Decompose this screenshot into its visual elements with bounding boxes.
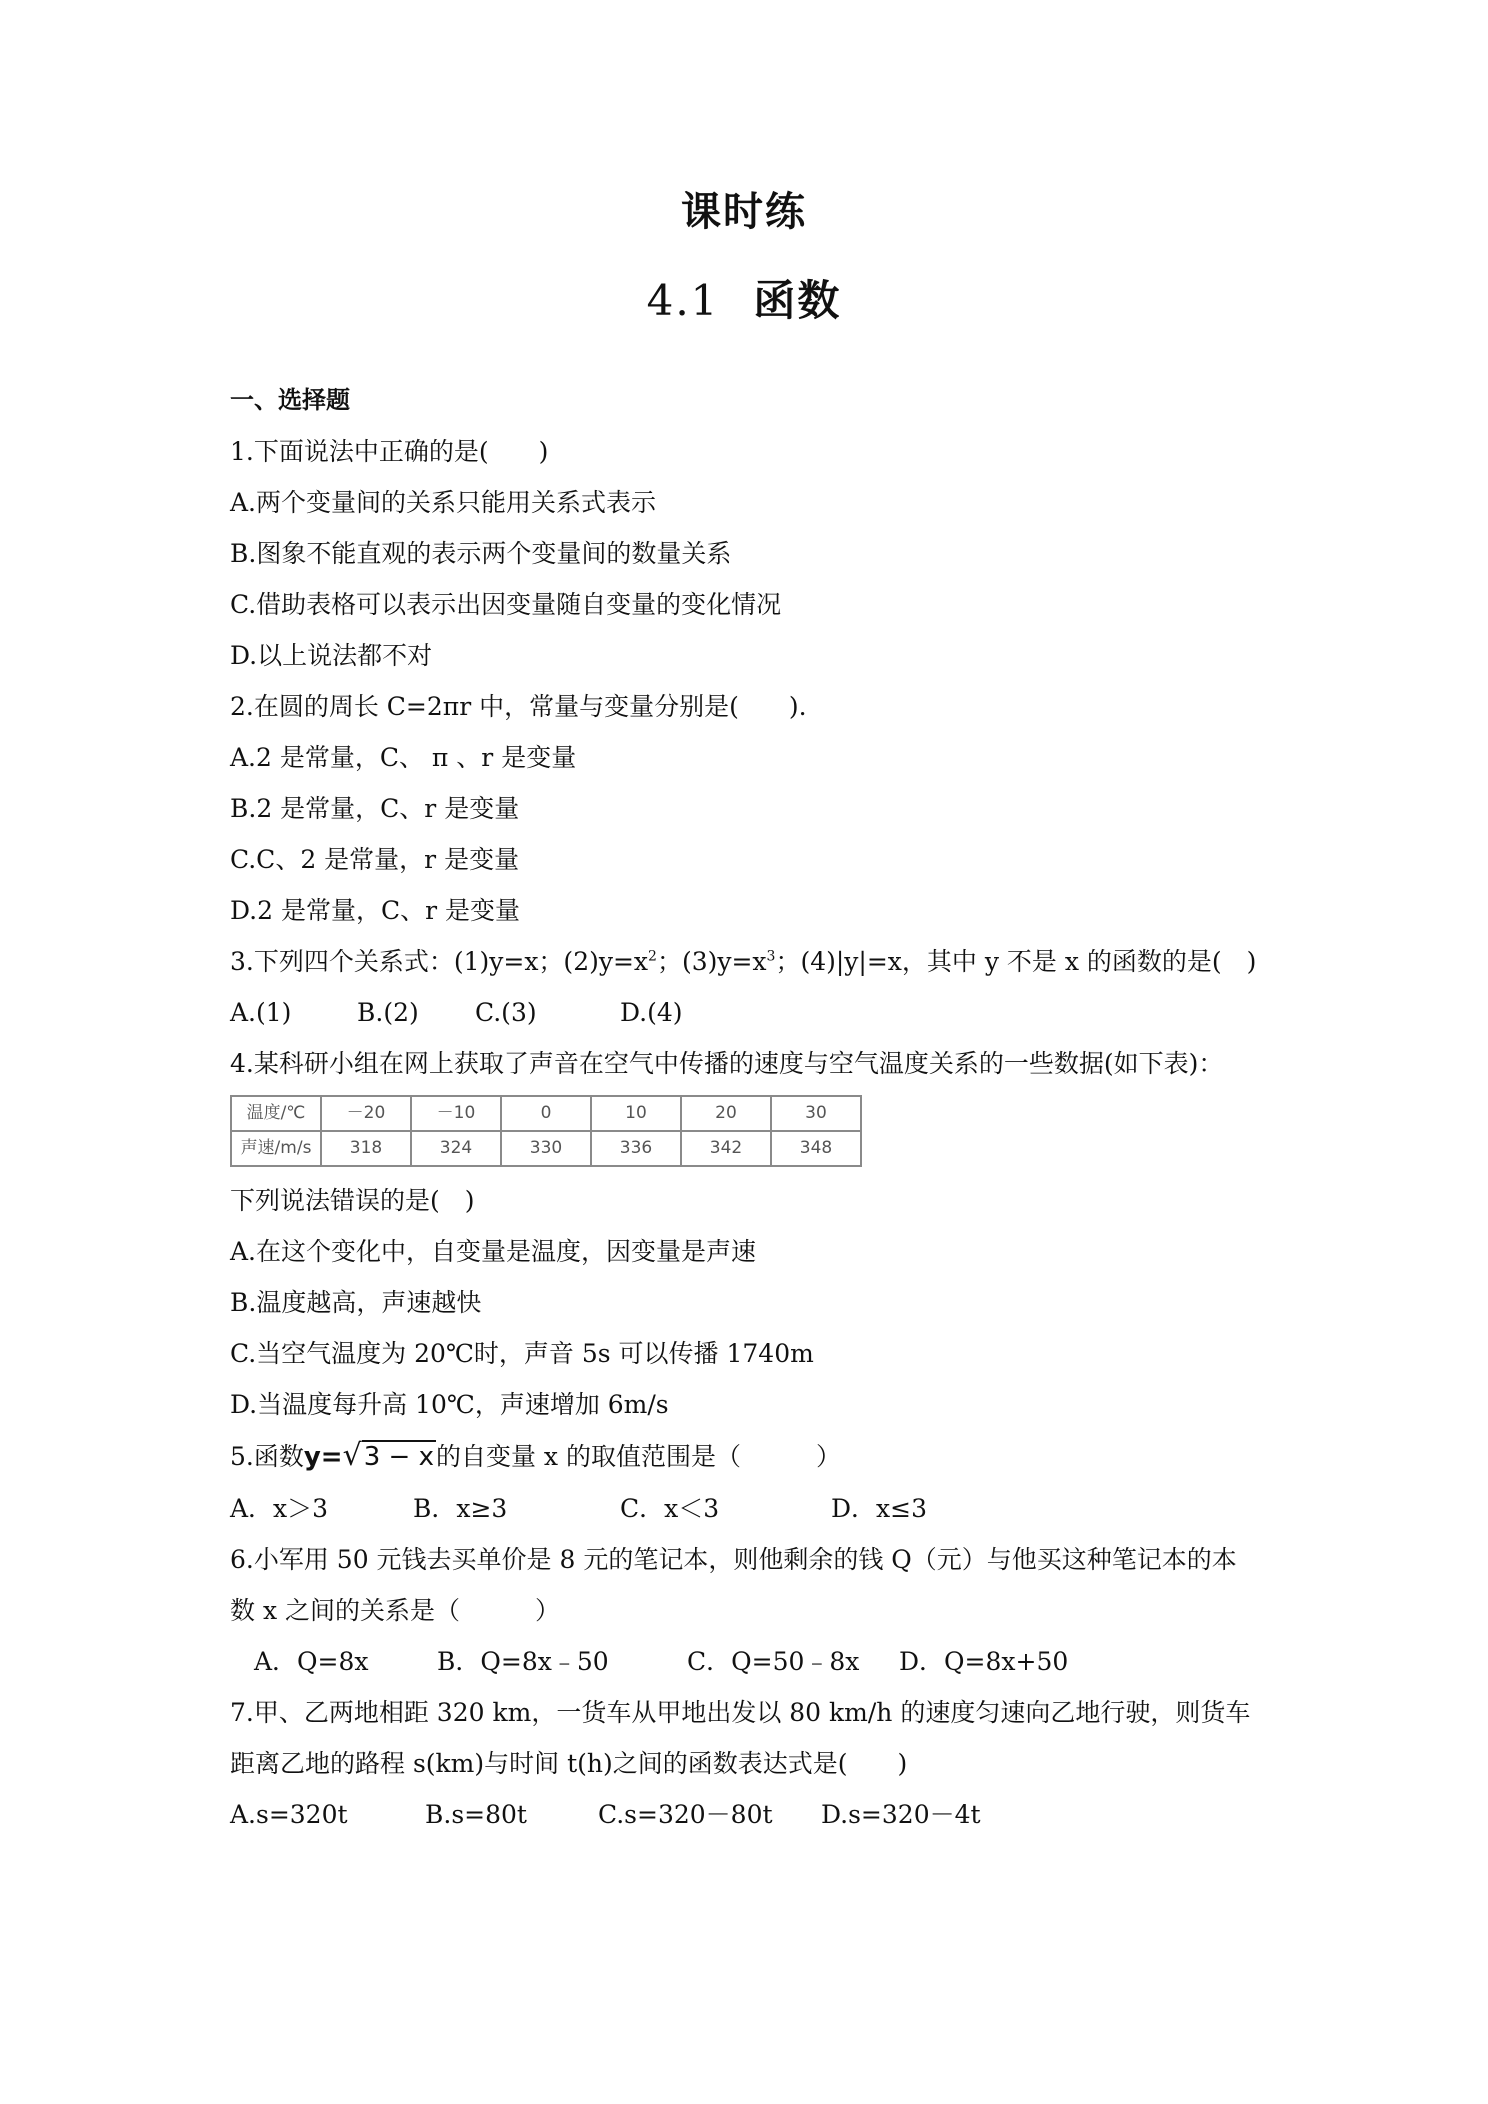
question-5-option-a: A．x＞3	[230, 1494, 329, 1523]
question-1-option-a: A.两个变量间的关系只能用关系式表示	[230, 488, 657, 517]
question-5-options	[230, 1483, 1280, 1534]
question-6-option-c: C．Q=50﹣8x	[687, 1647, 860, 1676]
question-2-option-c: C.C、2 是常量，r 是变量	[230, 845, 520, 874]
table-row-temperature	[231, 1096, 861, 1131]
question-3-option-b: B.(2)	[357, 998, 419, 1027]
question-2-stem: 2.在圆的周长 C=2πr 中，常量与变量分别是( ).	[230, 692, 807, 721]
temperature-speed-table	[230, 1095, 862, 1167]
question-1-option-c: C.借助表格可以表示出因变量随自变量的变化情况	[230, 590, 782, 619]
question-7-option-d: D.s=320－4t	[821, 1800, 981, 1829]
sqrt-sign: √	[342, 1438, 362, 1473]
table-cell: 30	[771, 1096, 861, 1131]
table-cell: 0	[501, 1096, 591, 1131]
question-7-option-b: B.s=80t	[425, 1800, 527, 1829]
question-6-option-a: A．Q=8x	[254, 1647, 369, 1676]
question-3-stem-part-2: ；(3)y=x	[656, 947, 767, 976]
section-heading	[0, 268, 1488, 328]
question-5-stem-part-2: 的自变量 x 的取值范围是（ ）	[435, 1442, 841, 1471]
question-7-stem-line-1: 7.甲、乙两地相距 320 km，一货车从甲地出发以 80 km/h 的速度匀速向乙地行驶，则货车	[230, 1698, 1251, 1727]
question-7-option-a: A.s=320t	[230, 1800, 348, 1829]
table-cell: －10	[411, 1096, 501, 1131]
question-6-stem-line-2: 数 x 之间的关系是（ ）	[230, 1596, 560, 1625]
question-6-option-d: D．Q=8x+50	[899, 1647, 1069, 1676]
question-3-option-c: C.(3)	[475, 998, 537, 1027]
question-2-option-b: B.2 是常量，C、r 是变量	[230, 794, 520, 823]
question-5-option-d: D．x≤3	[831, 1494, 927, 1523]
question-3-stem-part-3: ；(4)|y|=x，其中 y 不是 x 的函数的是( )	[775, 947, 1257, 976]
question-4-option-c: C.当空气温度为 20℃时，声音 5s 可以传播 1740m	[230, 1339, 814, 1368]
formula-lhs: y=	[303, 1442, 343, 1472]
question-2-option-d: D.2 是常量，C、r 是变量	[230, 896, 520, 925]
question-6-options	[230, 1636, 1280, 1687]
table-cell: 10	[591, 1096, 681, 1131]
page-title: 课时练	[681, 189, 807, 235]
question-3-option-d: D.(4)	[620, 998, 683, 1027]
question-4-option-d: D.当温度每升高 10℃，声速增加 6m/s	[230, 1390, 669, 1419]
section-number: 4.1	[646, 276, 720, 325]
question-7-options	[230, 1789, 1280, 1840]
table-cell: 348	[771, 1131, 861, 1166]
question-6-stem-line-1: 6.小军用 50 元钱去买单价是 8 元的笔记本，则他剩余的钱 Q（元）与他买这种笔记本的本	[230, 1545, 1237, 1574]
question-2-option-a: A.2 是常量，C、 π 、r 是变量	[230, 743, 577, 772]
question-3-option-a: A.(1)	[230, 998, 292, 1027]
table-cell: －20	[321, 1096, 411, 1131]
question-7-option-c: C.s=320－80t	[598, 1800, 773, 1829]
question-3-stem-part-1: 3.下列四个关系式：(1)y=x；(2)y=x	[230, 947, 649, 976]
superscript-3: 3	[766, 948, 776, 965]
formula-radicand: 3 − x	[363, 1442, 434, 1472]
question-3-options	[230, 987, 1280, 1038]
table-cell-temperature-label: 温度/℃	[231, 1096, 321, 1131]
question-3-stem	[230, 936, 1280, 987]
worksheet-content	[230, 375, 1280, 1840]
question-5-option-c: C．x＜3	[620, 1494, 720, 1523]
table-row-speed	[231, 1131, 861, 1166]
question-5-stem-part-1: 5.函数	[230, 1442, 304, 1471]
section-name: 函数	[753, 276, 842, 325]
table-cell: 324	[411, 1131, 501, 1166]
part-heading: 一、选择题	[230, 386, 350, 414]
question-1-option-b: B.图象不能直观的表示两个变量间的数量关系	[230, 539, 732, 568]
question-1-stem: 1.下面说法中正确的是( )	[230, 437, 549, 466]
question-4-stem: 4.某科研小组在网上获取了声音在空气中传播的速度与空气温度关系的一些数据(如下表)：	[230, 1049, 1224, 1078]
table-cell: 342	[681, 1131, 771, 1166]
table-cell: 336	[591, 1131, 681, 1166]
question-5-option-b: B．x≥3	[413, 1494, 508, 1523]
table-cell: 318	[321, 1131, 411, 1166]
question-5-stem	[230, 1430, 1280, 1483]
question-1-option-d: D.以上说法都不对	[230, 641, 433, 670]
sqrt-formula	[304, 1430, 436, 1483]
table-cell: 330	[501, 1131, 591, 1166]
question-4-sub-stem: 下列说法错误的是( )	[230, 1186, 475, 1215]
superscript-2: 2	[648, 948, 657, 965]
question-4-option-b: B.温度越高，声速越快	[230, 1288, 482, 1317]
table-cell: 20	[681, 1096, 771, 1131]
question-7-stem-line-2: 距离乙地的路程 s(km)与时间 t(h)之间的函数表达式是( )	[230, 1749, 908, 1778]
table-cell-speed-label: 声速/m/s	[231, 1131, 321, 1166]
question-4-option-a: A.在这个变化中，自变量是温度，因变量是声速	[230, 1237, 757, 1266]
question-6-option-b: B．Q=8x﹣50	[437, 1647, 609, 1676]
